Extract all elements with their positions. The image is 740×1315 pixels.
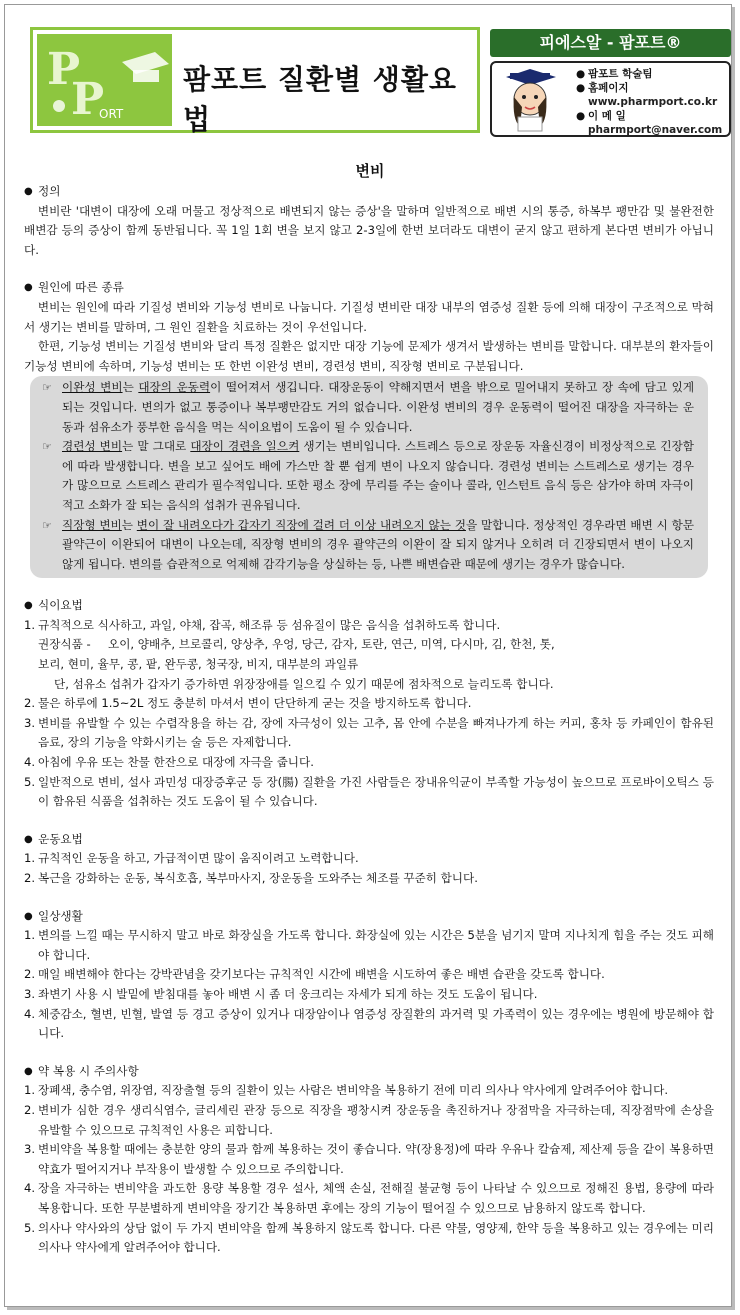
list-item: 5. 일반적으로 변비, 설사 과민성 대장증후군 등 장(腸) 질환을 가진 사람들은 장내유익균이 부족할 가능성이 높으므로 프로바이오틱스 등이 함유된 식품을 섭취하는 것도 도움이 될 수 있습니다. bbox=[24, 774, 714, 809]
info-team: ● 팜포트 학술팀 bbox=[576, 68, 653, 80]
brand-box bbox=[490, 29, 731, 137]
section-heading: ● 식이요법 bbox=[24, 596, 714, 616]
list-item: 4. 장을 자극하는 변비약을 과도한 용량 복용할 경우 설사, 체액 손실, 전해질 불균형 등이 나타날 수 있으므로 정해진 용법, 용량에 따라 복용합니다. 또한 무분별하게 변비약을 장기간 복용하면 후에는 장의 기능이 떨어질 수 있으므로 남용하지 않도록 합니다. bbox=[24, 1181, 714, 1215]
banner-title: 팜포트 질환별 생활요법 bbox=[183, 63, 457, 136]
svg-text:ORT: ORT bbox=[99, 107, 124, 121]
logo-banner bbox=[30, 27, 480, 136]
list-item: 2. 변비가 심한 경우 생리식염수, 글리세린 관장 등으로 직장을 팽창시켜 장운동을 촉진하거나 장점막을 자극하는데, 직장점막에 손상을 유발할 수 있으므로 규칙적인 사용은 피합니다. bbox=[24, 1102, 714, 1137]
info-homepage: ● 홈페이지 bbox=[576, 82, 629, 94]
list-item: 1. 규칙적으로 식사하고, 과일, 야채, 잡곡, 해조류 등 섬유질이 많은 음식을 섭취하도록 합니다. bbox=[24, 617, 501, 632]
list-item: 2. 복근을 강화하는 운동, 복식호흡, 복부마사지, 장운동을 도와주는 체조를 꾸준히 합니다. bbox=[24, 871, 478, 885]
homepage-url[interactable]: www.pharmport.co.kr bbox=[588, 96, 718, 108]
definition-text: 변비란 '대변이 대장에 오래 머물고 정상적으로 배변되지 않는 증상'을 말하며 일반적으로 배변 시의 통증, 하복부 팽만감 및 불완전한 배변감 등의 증상이 함께 동반됩니다. 꼭 1일 1회 변을 보지 않고 2-3일에 한번 보더라도 대변이 굳지 않고 편하게 본다면 변비가 아닙니다. bbox=[24, 203, 714, 257]
constipation-types-box bbox=[30, 376, 708, 578]
list-item: 4. 아침에 우유 또는 찬물 한잔으로 대장에 자극을 줍니다. bbox=[24, 755, 314, 770]
svg-text:P: P bbox=[71, 74, 105, 125]
section-heading: ● 정의 bbox=[24, 182, 714, 202]
section-heading: ● 일상생활 bbox=[24, 907, 714, 927]
pport-logo bbox=[37, 34, 172, 126]
type-item: ☞ 경련성 변비는 말 그대로 대장이 경련을 일으켜 생기는 변비입니다. 스트레스 등으로 장운동 자율신경이 비정상적으로 긴장함에 따라 발생합니다. 변을 보고 싶어도 배에 가스만 찰 뿐 쉽게 변이 나오지 않습니다. 경련성 변비는 스트레스로 생기는 경우가 많으므로 스트레스 관리가 필수적입니다. 또한 평소 장에 무리를 주는 술이나 콜라, 인스턴트 음식 등은 삼가야 하며 자극이 적고 소화가 잘 되는 음식의 섭취가 권유됩니다. bbox=[42, 439, 695, 512]
fiber-note: 단, 섬유소 섭취가 갑자기 증가하면 위장장애를 일으킬 수 있기 때문에 점차적으로 늘리도록 합니다. bbox=[54, 676, 554, 691]
brand-name: 피에스알 - 팜포트® bbox=[490, 29, 731, 57]
list-item: 1. 장폐색, 충수염, 위장염, 직장출혈 등의 질환이 있는 사람은 변비약을 복용하기 전에 미리 의사나 약사에게 알려주어야 합니다. bbox=[24, 1083, 669, 1098]
list-item: 5. 의사나 약사와의 상담 없이 두 가지 변비약을 함께 복용하지 않도록 합니다. 다른 약물, 영양제, 한약 등을 복용하고 있는 경우에는 미리 의사나 약사에게 알려주어야 합니다. bbox=[24, 1220, 714, 1255]
contact-card bbox=[490, 61, 731, 137]
section-heading: ● 원인에 따른 종류 bbox=[24, 278, 714, 298]
document-title: 변비 bbox=[355, 162, 385, 180]
header bbox=[22, 24, 723, 142]
recommended-foods-cont: 보리, 현미, 율무, 콩, 팥, 완두콩, 청국장, 비지, 대부분의 과일류 bbox=[38, 657, 359, 672]
email-address[interactable]: pharmport@naver.com bbox=[588, 124, 723, 136]
list-item: 4. 체중감소, 혈변, 빈혈, 발열 등 경고 증상이 있거나 대장암이나 염증성 장질환의 과거력 및 가족력이 있는 경우에는 병원에 방문해야 합니다. bbox=[24, 1006, 714, 1041]
pointing-hand-icon: ☞ bbox=[42, 518, 52, 532]
list-item: 1. 변의를 느낄 때는 무시하지 말고 바로 화장실을 가도록 합니다. 화장실에 있는 시간은 5분을 넘기지 말며 지나치게 힘을 주는 것도 피해야 합니다. bbox=[24, 928, 714, 962]
list-item: 3. 변비를 유발할 수 있는 수렴작용을 하는 감, 장에 자극성이 있는 고추, 몸 안에 수분을 빠져나가게 하는 커피, 홍차 등 카페인이 함유된 음료, 장의 기능을 약화시키는 술 등은 자제합니다. bbox=[24, 715, 714, 750]
recommended-foods: 권장식품 - 오이, 양배추, 브로콜리, 양상추, 우엉, 당근, 감자, 토란, 연근, 미역, 다시마, 김, 한천, 톳, bbox=[38, 637, 555, 652]
type-item: ☞ 이완성 변비는 대장의 운동력이 떨어져서 생깁니다. 대장운동이 약해지면서 변을 밖으로 밀어내지 못하고 장 속에 담고 있게 되는 것입니다. 변의가 없고 통증이나 복부팽만감도 거의 없습니다. 이완성 변비의 경우 운동력이 떨어진 대장을 자극하는 운동과 섬유소가 풍부한 음식을 먹는 식이요법이 도움이 될 수 있습니다. bbox=[42, 380, 695, 434]
pharmacist-avatar-icon bbox=[500, 67, 562, 133]
paragraph: 한편, 기능성 변비는 기질성 변비와 달리 특정 질환은 없지만 대장 기능에 문제가 생겨서 발생하는 변비를 말합니다. 대부분의 환자들이 기능성 변비에 속하며, 기능성 변비는 또 한번 이완성 변비, 경련성 변비, 직장형 변비로 구분됩니다. bbox=[24, 339, 714, 373]
document-body bbox=[24, 180, 714, 1258]
section-heading: ● 운동요법 bbox=[24, 830, 714, 850]
list-item: 2. 물은 하루에 1.5~2L 정도 충분히 마셔서 변이 단단하게 굳는 것을 방지하도록 합니다. bbox=[24, 696, 472, 711]
list-item: 3. 좌변기 사용 시 발밑에 받침대를 놓아 배변 시 좀 더 웅크리는 자세가 되게 하는 것도 도움이 됩니다. bbox=[24, 986, 538, 1001]
list-item: 1. 규칙적인 운동을 하고, 가급적이면 많이 움직이려고 노력합니다. bbox=[24, 851, 359, 866]
list-item: 2. 매일 배변해야 한다는 강박관념을 갖기보다는 규칙적인 시간에 배변을 시도하여 좋은 배변 습관을 갖도록 합니다. bbox=[24, 967, 605, 982]
svg-text:P: P bbox=[47, 44, 81, 95]
paragraph: 변비는 원인에 따라 기질성 변비와 기능성 변비로 나눕니다. 기질성 변비란 대장 내부의 염증성 질환 등에 의해 대장이 구조적으로 막혀서 생기는 변비를 말하며, 그 원인 질환을 치료하는 것이 우선입니다. bbox=[24, 299, 714, 334]
section-heading: ● 약 복용 시 주의사항 bbox=[24, 1062, 714, 1082]
list-item: 3. 변비약을 복용할 때에는 충분한 양의 물과 함께 복용하는 것이 좋습니다. 약(장용정)에 따라 우유나 칼슘제, 제산제 등을 같이 복용하면 약효가 떨어지거나 부작용이 발생할 수 있으므로 주의합니다. bbox=[24, 1142, 714, 1176]
info-email: ● 이 메 일 bbox=[576, 110, 626, 122]
type-item: ☞ 직장형 변비는 변이 잘 내려오다가 갑자기 직장에 걸려 더 이상 내려오지 않는 것을 말합니다. 정상적인 경우라면 배변 시 항문괄약근이 이완되어 대변이 나오는데, 직장형 변비의 경우 괄약근의 이완이 잘 되지 않거나 오히려 더 긴장되면서 변이 나오지 않게 됩니다. 변의를 습관적으로 억제해 감각기능을 상실하는 등, 나쁜 배변습관 때문에 생기는 경우가 많습니다. bbox=[42, 517, 695, 571]
pointing-hand-icon: ☞ bbox=[42, 440, 52, 454]
pointing-hand-icon: ☞ bbox=[42, 381, 52, 395]
